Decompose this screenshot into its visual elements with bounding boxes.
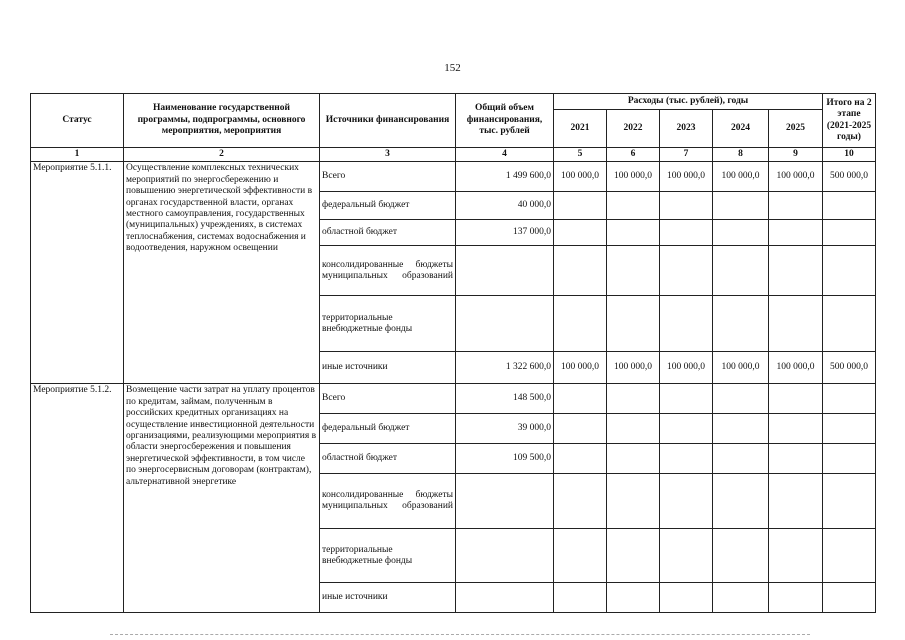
column-number-row (31, 148, 876, 162)
year-amount: 100 000,0 (713, 162, 769, 192)
header-year: 2022 (607, 110, 660, 148)
stage-total-amount: 500 000,0 (823, 352, 876, 384)
header-stage-total: Итого на 2 этапе (2021-2025 годы) (823, 94, 876, 148)
stage-total-amount (823, 529, 876, 583)
page-number: 152 (444, 62, 461, 74)
year-amount (660, 444, 713, 474)
year-amount (607, 246, 660, 296)
column-number: 6 (607, 148, 660, 162)
stage-total-amount (823, 296, 876, 352)
header-year: 2023 (660, 110, 713, 148)
funding-source: территориальные внебюджетные фонды (320, 529, 456, 583)
year-amount (554, 529, 607, 583)
funding-source: Всего (320, 162, 456, 192)
year-amount (660, 474, 713, 529)
total-amount (456, 474, 554, 529)
year-amount (660, 192, 713, 220)
year-amount: 100 000,0 (769, 162, 823, 192)
year-amount (554, 384, 607, 414)
year-amount (713, 583, 769, 613)
funding-source: территориальные внебюджетные фонды (320, 296, 456, 352)
funding-source: областной бюджет (320, 220, 456, 246)
year-amount: 100 000,0 (607, 352, 660, 384)
year-amount: 100 000,0 (769, 352, 823, 384)
funding-source: консолидированные бюджеты муниципальных образований (320, 246, 456, 296)
total-amount: 137 000,0 (456, 220, 554, 246)
header-name: Наименование государственной программы, подпрограммы, основного мероприятия, мероприятия (124, 94, 320, 148)
year-amount (554, 474, 607, 529)
year-amount (554, 414, 607, 444)
bottom-divider (110, 634, 810, 635)
year-amount (713, 414, 769, 444)
year-amount (769, 296, 823, 352)
year-amount: 100 000,0 (607, 162, 660, 192)
total-amount: 1 499 600,0 (456, 162, 554, 192)
column-number: 10 (823, 148, 876, 162)
year-amount: 100 000,0 (554, 352, 607, 384)
column-number: 8 (713, 148, 769, 162)
total-amount (456, 246, 554, 296)
year-amount (769, 474, 823, 529)
header-total: Общий объем финансирования, тыс. рублей (456, 94, 554, 148)
total-amount (456, 296, 554, 352)
header-year: 2021 (554, 110, 607, 148)
year-amount: 100 000,0 (554, 162, 607, 192)
column-number: 7 (660, 148, 713, 162)
funding-source: иные источники (320, 352, 456, 384)
year-amount (554, 583, 607, 613)
stage-total-amount (823, 414, 876, 444)
column-number: 3 (320, 148, 456, 162)
measure-name: Возмещение части затрат на уплату процентов по кредитам, займам, полученным в российских кредитных организациях на осуществление инвестиционной деятельности организациями, реализующими мероприятия в области энергосбережения и повышения энергетической эффективности, в том числе по энергосервисным договорам (контрактам), альтернативной энергетике (124, 384, 320, 613)
year-amount (713, 296, 769, 352)
header-year: 2024 (713, 110, 769, 148)
total-amount: 148 500,0 (456, 384, 554, 414)
year-amount (769, 583, 823, 613)
header-expenses: Расходы (тыс. рублей), годы (554, 94, 823, 110)
measure-name: Осуществление комплексных технических мероприятий по энергосбережению и повышению энергетической эффективности в органах государственной власти, органах местного самоуправления, государственных (муниципальных) учреждениях, в системах теплоснабжения, системах водоснабжения и водоотведения, наружном освещении (124, 162, 320, 384)
year-amount (607, 192, 660, 220)
funding-source: консолидированные бюджеты муниципальных образований (320, 474, 456, 529)
year-amount (769, 246, 823, 296)
year-amount (660, 220, 713, 246)
table-row (31, 384, 876, 414)
stage-total-amount (823, 220, 876, 246)
column-number: 5 (554, 148, 607, 162)
year-amount (660, 246, 713, 296)
year-amount: 100 000,0 (660, 352, 713, 384)
year-amount (769, 414, 823, 444)
header-sources: Источники финансирования (320, 94, 456, 148)
stage-total-amount (823, 192, 876, 220)
year-amount (769, 529, 823, 583)
funding-source: иные источники (320, 583, 456, 613)
year-amount (660, 384, 713, 414)
total-amount: 39 000,0 (456, 414, 554, 444)
funding-source: Всего (320, 384, 456, 414)
year-amount (713, 220, 769, 246)
financing-table (30, 93, 876, 613)
year-amount (554, 220, 607, 246)
total-amount: 1 322 600,0 (456, 352, 554, 384)
stage-total-amount (823, 474, 876, 529)
table-body (31, 162, 876, 613)
year-amount (607, 220, 660, 246)
year-amount (607, 474, 660, 529)
year-amount (554, 296, 607, 352)
year-amount (607, 444, 660, 474)
year-amount (769, 220, 823, 246)
total-amount: 40 000,0 (456, 192, 554, 220)
year-amount (607, 296, 660, 352)
year-amount (713, 444, 769, 474)
stage-total-amount (823, 583, 876, 613)
year-amount (660, 414, 713, 444)
year-amount (660, 529, 713, 583)
column-number: 1 (31, 148, 124, 162)
stage-total-amount (823, 444, 876, 474)
column-number: 9 (769, 148, 823, 162)
year-amount (660, 583, 713, 613)
column-number: 4 (456, 148, 554, 162)
total-amount (456, 583, 554, 613)
year-amount (713, 246, 769, 296)
year-amount (607, 384, 660, 414)
year-amount: 100 000,0 (713, 352, 769, 384)
stage-total-amount (823, 384, 876, 414)
year-amount (607, 529, 660, 583)
year-amount (554, 444, 607, 474)
total-amount: 109 500,0 (456, 444, 554, 474)
header-row-1 (31, 94, 876, 110)
year-amount (554, 246, 607, 296)
measure-status: Мероприятие 5.1.1. (31, 162, 124, 384)
stage-total-amount: 500 000,0 (823, 162, 876, 192)
year-amount (769, 444, 823, 474)
year-amount (713, 384, 769, 414)
table-row (31, 162, 876, 192)
year-amount: 100 000,0 (660, 162, 713, 192)
year-amount (607, 414, 660, 444)
stage-total-amount (823, 246, 876, 296)
header-status: Статус (31, 94, 124, 148)
year-amount (713, 474, 769, 529)
year-amount (607, 583, 660, 613)
funding-source: федеральный бюджет (320, 192, 456, 220)
funding-source: федеральный бюджет (320, 414, 456, 444)
measure-status: Мероприятие 5.1.2. (31, 384, 124, 613)
year-amount (660, 296, 713, 352)
year-amount (769, 384, 823, 414)
total-amount (456, 529, 554, 583)
column-number: 2 (124, 148, 320, 162)
year-amount (769, 192, 823, 220)
funding-source: областной бюджет (320, 444, 456, 474)
year-amount (713, 192, 769, 220)
year-amount (554, 192, 607, 220)
year-amount (713, 529, 769, 583)
header-year: 2025 (769, 110, 823, 148)
